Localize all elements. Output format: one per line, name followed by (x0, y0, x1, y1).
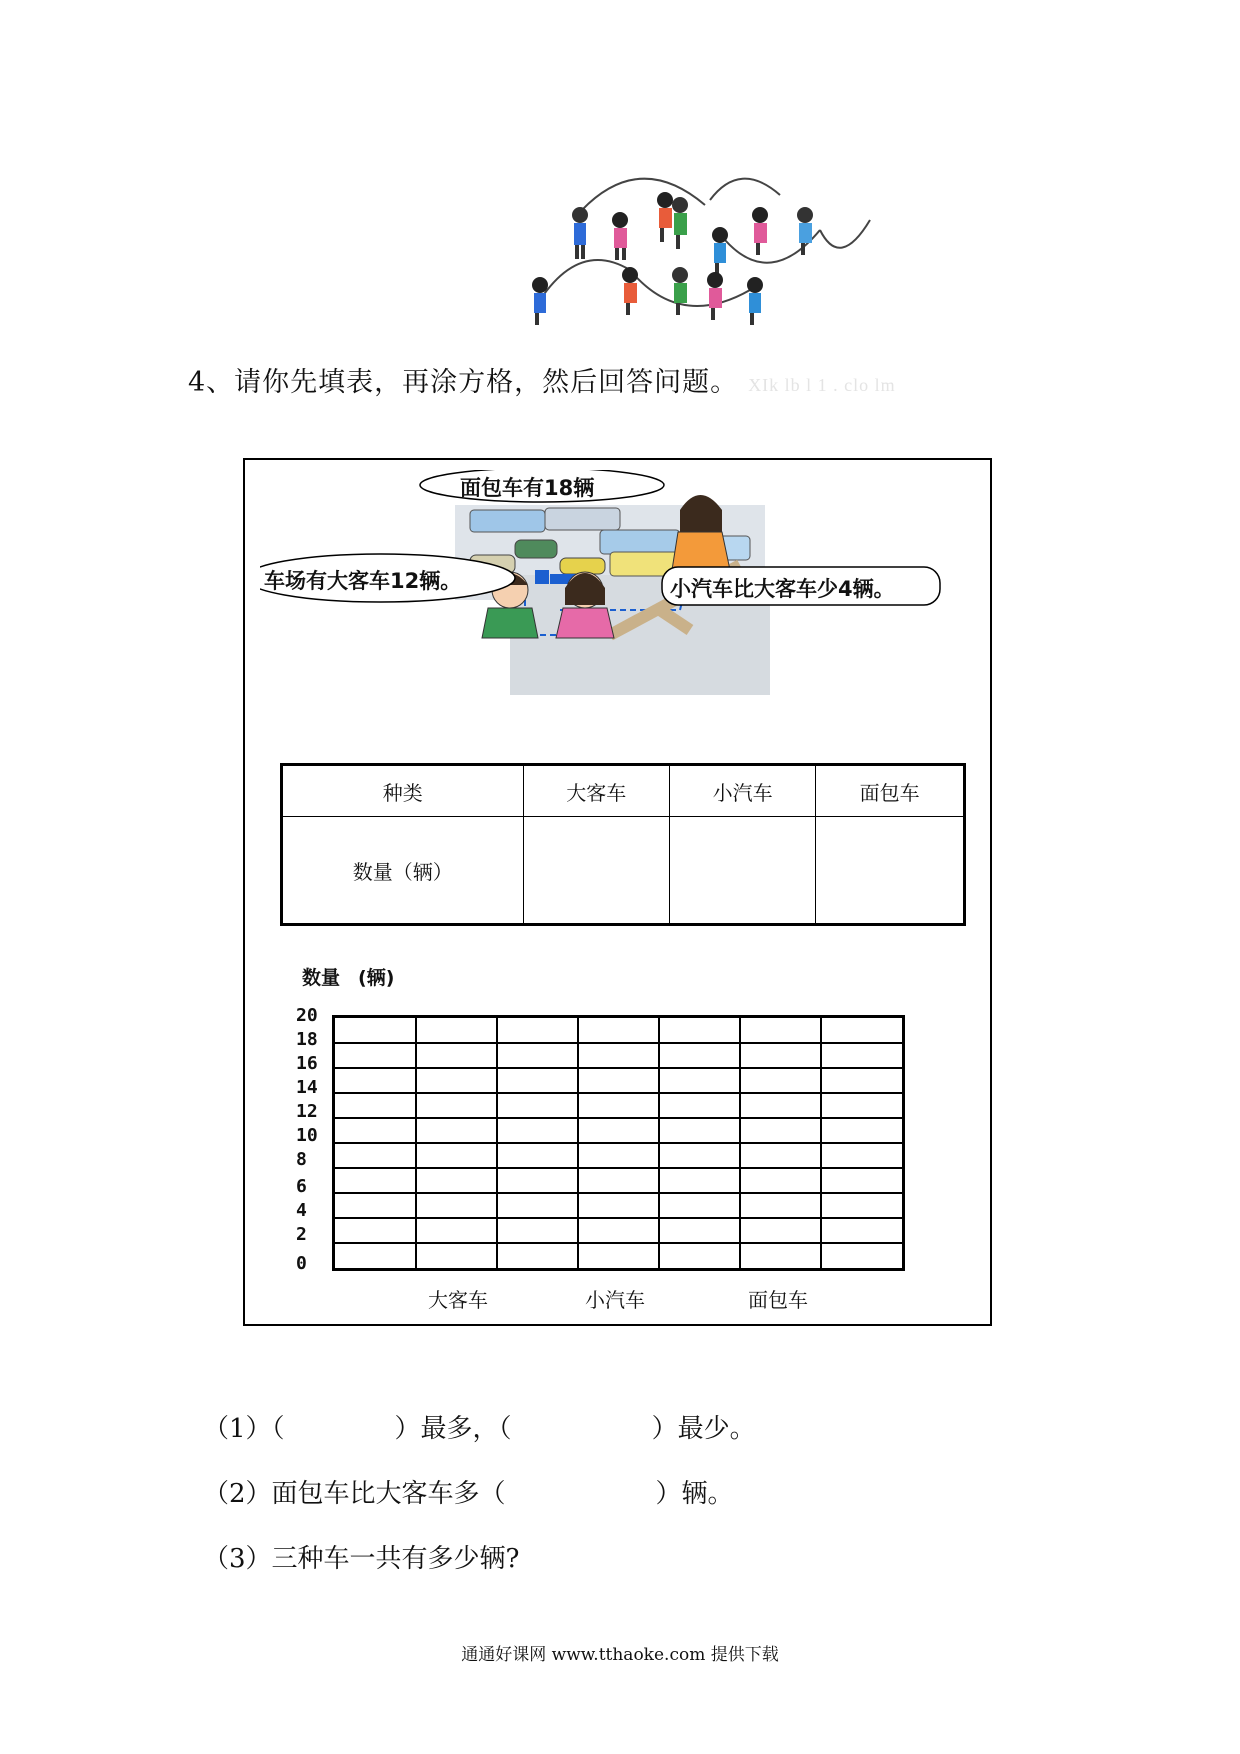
q2-prefix: （2）面包车比大客车多（ (203, 1479, 506, 1509)
count-input-cell-van[interactable] (816, 817, 965, 925)
y-unit-text: (辆) (358, 967, 395, 989)
x-category-label: 面包车 (748, 1288, 808, 1312)
table-header-cell: 种类 (282, 765, 524, 817)
count-input-cell-bus[interactable] (523, 817, 669, 925)
y-tick-label: 14 (296, 1077, 318, 1098)
q1-suffix: ）最少。 (651, 1414, 756, 1444)
question-2 (203, 1473, 734, 1510)
y-tick-label: 2 (296, 1224, 307, 1245)
y-tick-label: 16 (296, 1053, 318, 1074)
question-1 (203, 1408, 756, 1445)
bubble-top-text: 面包车有18辆 (460, 476, 595, 500)
table-header-cell: 大客车 (523, 765, 669, 817)
vehicle-count-table (280, 763, 966, 926)
table-header-cell: 小汽车 (669, 765, 815, 817)
y-tick-label: 18 (296, 1029, 318, 1050)
table-header-row (282, 765, 965, 817)
y-label-text: 数量 (302, 967, 341, 989)
y-tick-label: 8 (296, 1149, 307, 1170)
y-tick-label: 6 (296, 1176, 307, 1197)
q2-suffix: ）辆。 (655, 1479, 734, 1509)
x-category-label: 大客车 (428, 1288, 488, 1312)
y-tick-label: 0 (296, 1253, 307, 1274)
question-3: （3）三种车一共有多少辆? (203, 1544, 520, 1574)
y-tick-label: 12 (296, 1101, 318, 1122)
question-4-text: 4、请你先填表，再涂方格，然后回答问题。 (188, 367, 739, 398)
parking-sign-icon (535, 570, 549, 584)
count-input-cell-car[interactable] (669, 817, 815, 925)
x-category-label: 小汽车 (585, 1288, 645, 1312)
y-tick-label: 20 (296, 1005, 318, 1026)
q1-prefix: （1）（ (203, 1414, 285, 1444)
table-header-cell: 面包车 (816, 765, 965, 817)
chart-grid[interactable] (332, 1015, 905, 1271)
bubble-left-text: 车场有大客车12辆。 (264, 569, 462, 593)
y-tick-label: 10 (296, 1125, 318, 1146)
watermark-text: XIk lb l 1 . clo lm (748, 375, 896, 395)
q1-middle: ）最多，（ (394, 1414, 512, 1444)
y-tick-label: 4 (296, 1200, 307, 1221)
table-row (282, 817, 965, 925)
footer-credit: 通通好课网 www.tthaoke.com 提供下载 (461, 1645, 779, 1665)
jump-rope-illustration (520, 160, 910, 340)
bubble-right-text: 小汽车比大客车少4辆。 (670, 577, 895, 601)
table-row-label: 数量（辆） (282, 817, 524, 925)
question-4-prompt (188, 360, 896, 399)
parking-scene (260, 470, 960, 720)
chart-y-axis-label (302, 963, 394, 990)
